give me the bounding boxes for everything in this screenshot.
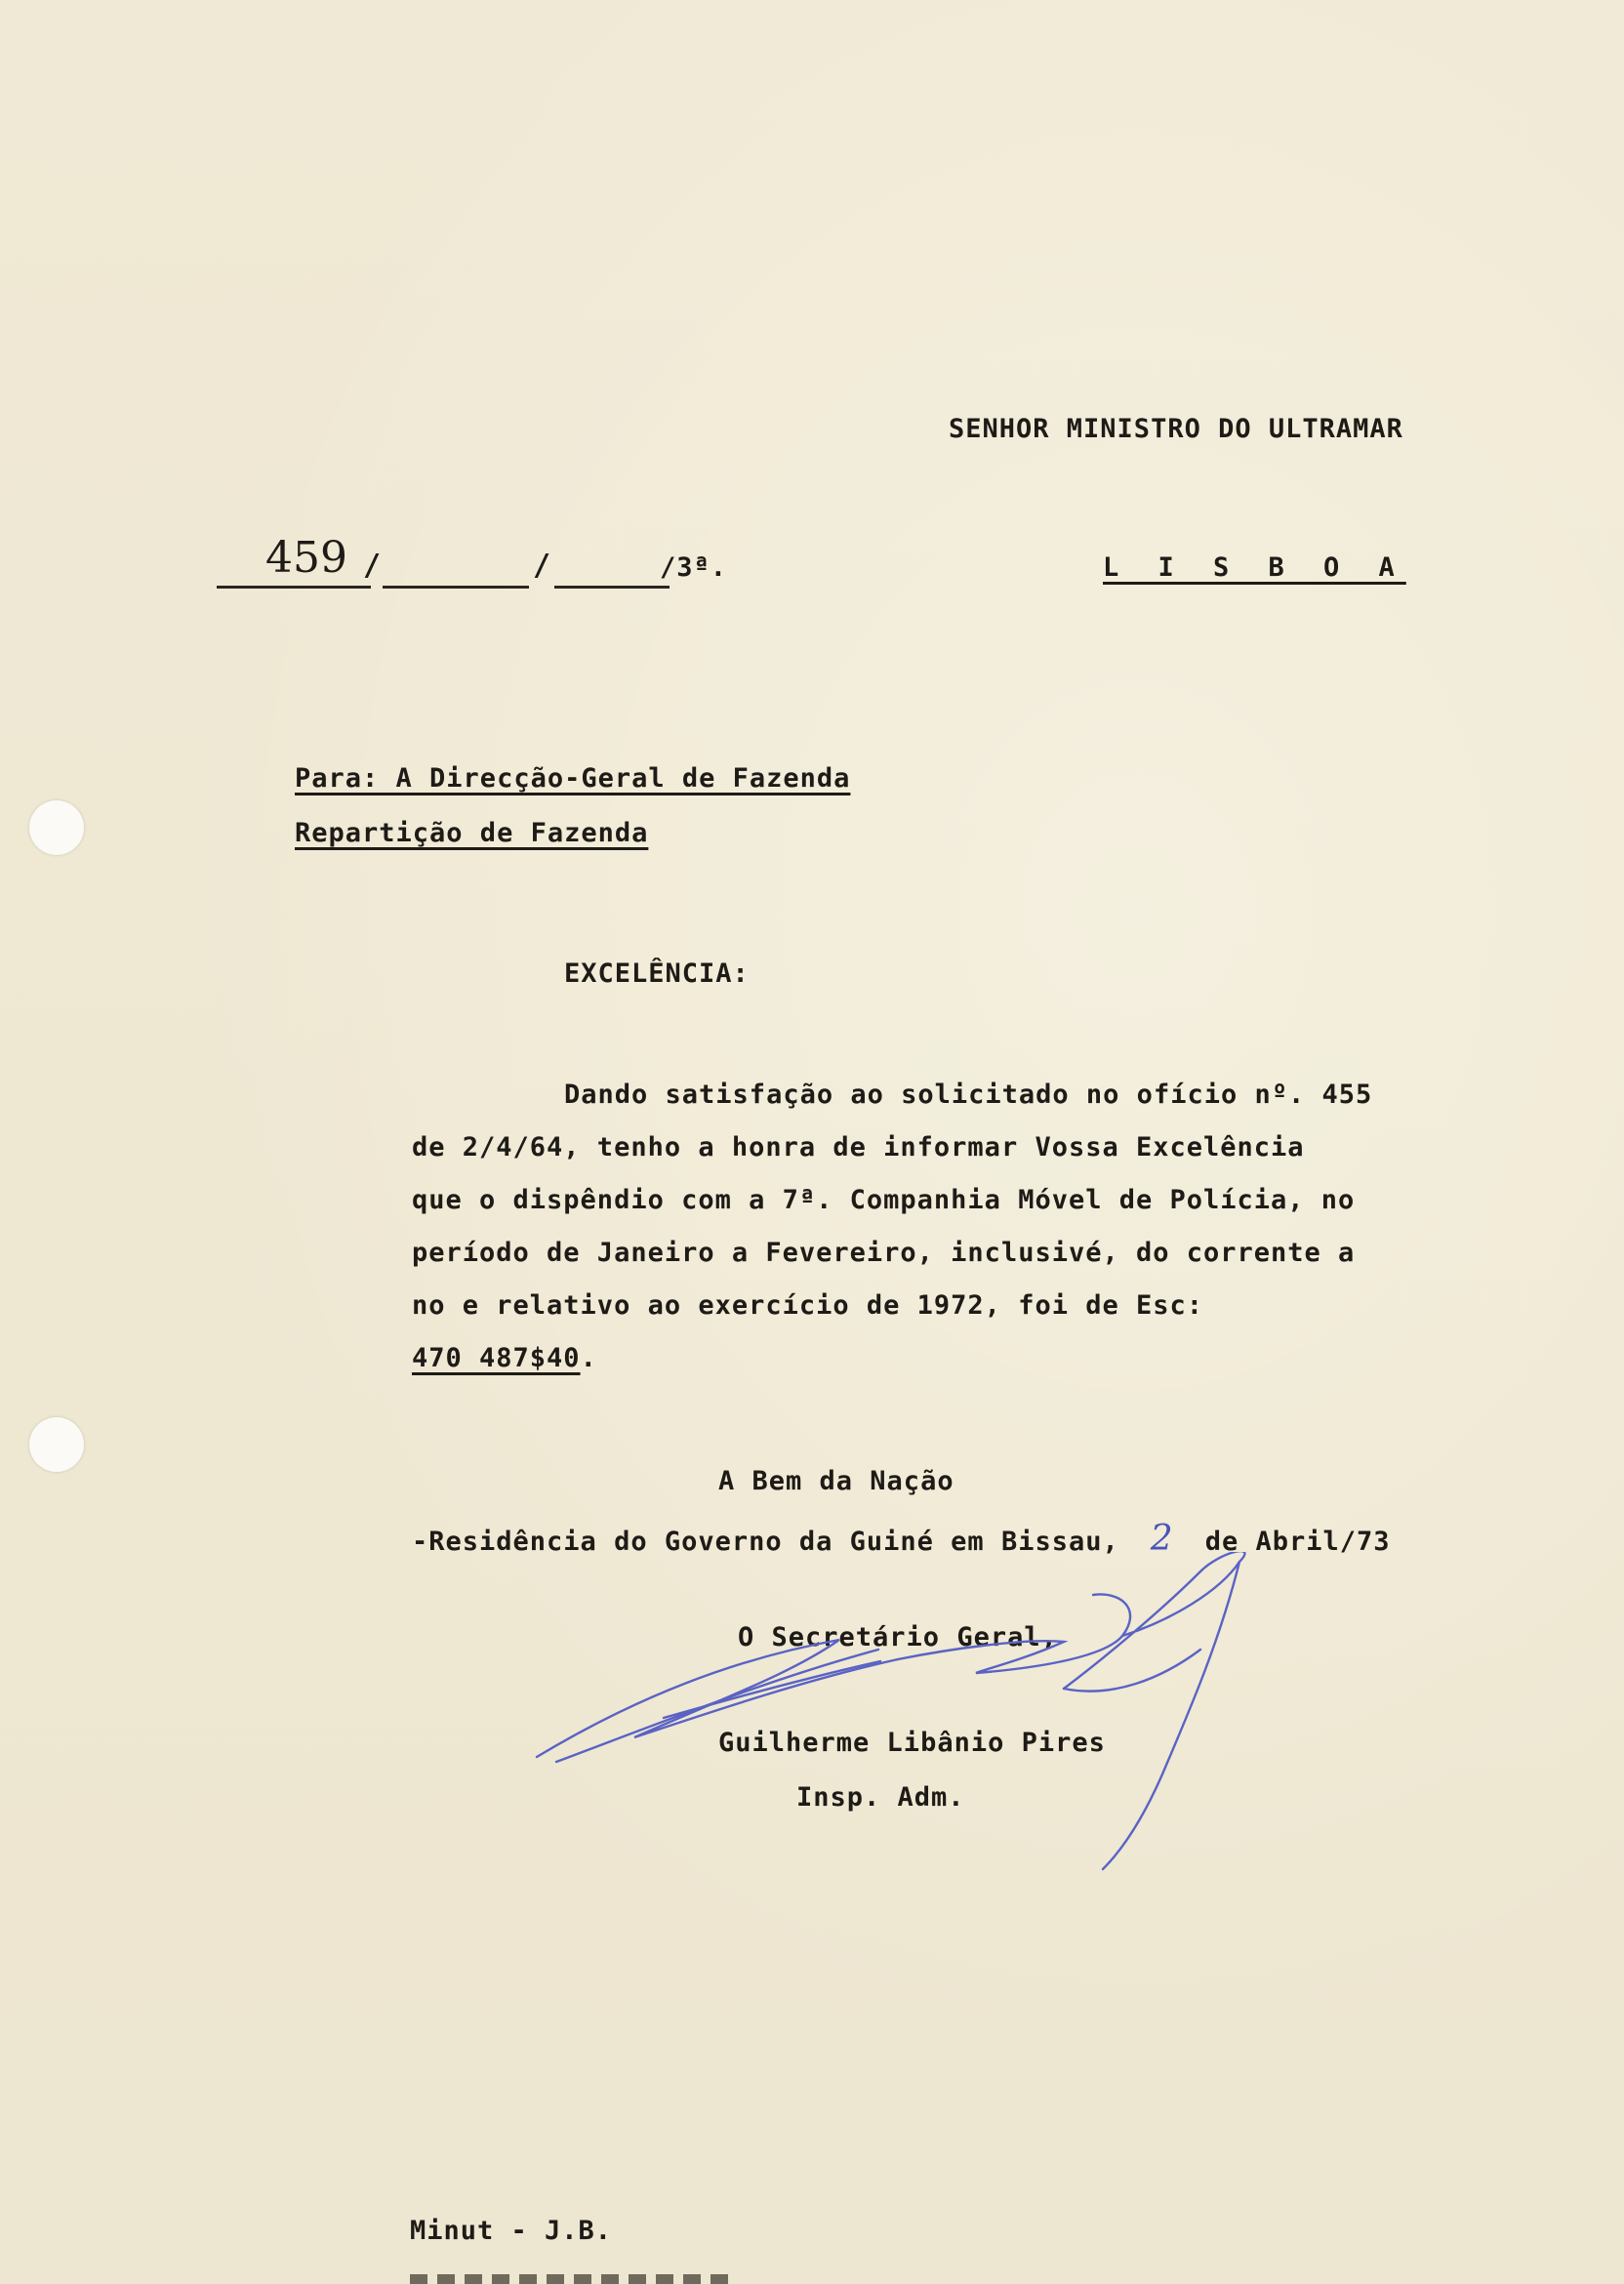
closing-place-prefix: -Residência do Governo da Guiné em Bissau, bbox=[412, 1527, 1119, 1557]
salutation: EXCELÊNCIA: bbox=[564, 958, 750, 989]
reference-number: 459 bbox=[265, 533, 347, 583]
reference-slash-1: / bbox=[363, 549, 383, 583]
amount-period: . bbox=[580, 1343, 597, 1373]
closing-date-suffix: de Abril/73 bbox=[1204, 1527, 1391, 1557]
amount-value: 470 487$40 bbox=[412, 1343, 581, 1373]
body-line-3: que o dispêndio com a 7ª. Companhia Móvel de Polícia, no bbox=[412, 1185, 1356, 1215]
reference-underline-1 bbox=[217, 586, 371, 589]
body-line-1: Dando satisfação ao solicitado no ofício nº. 455 bbox=[564, 1080, 1373, 1110]
punch-hole-bottom bbox=[29, 1417, 84, 1472]
body-line-2: de 2/4/64, tenho a honra de informar Vossa Excelência bbox=[412, 1132, 1305, 1162]
signatory-title: O Secretário Geral, bbox=[738, 1622, 1058, 1652]
city-heading: L I S B O A bbox=[1103, 552, 1406, 583]
reference-underline-3 bbox=[554, 586, 670, 589]
amount-line bbox=[412, 1343, 597, 1373]
punch-hole-top bbox=[29, 800, 84, 855]
handwritten-signature bbox=[517, 1552, 1259, 1874]
body-line-4: período de Janeiro a Fevereiro, inclusivé, do corrente a bbox=[412, 1238, 1356, 1268]
closing-day: 2 bbox=[1150, 1519, 1174, 1559]
signatory-role: Insp. Adm. bbox=[796, 1782, 965, 1813]
reference-underline-2 bbox=[383, 586, 529, 589]
cutoff-text-line bbox=[410, 2274, 732, 2284]
reference-suffix: /3ª. bbox=[660, 552, 728, 583]
closing-motto: A Bem da Nação bbox=[718, 1466, 954, 1496]
signatory-name: Guilherme Libânio Pires bbox=[718, 1728, 1106, 1758]
reference-slash-2: / bbox=[533, 549, 552, 583]
minute-note: Minut - J.B. bbox=[410, 2216, 613, 2246]
body-line-5: no e relativo ao exercício de 1972, foi de Esc: bbox=[412, 1290, 1204, 1321]
recipient-line-2: Repartição de Fazenda bbox=[295, 818, 649, 848]
addressee-heading: SENHOR MINISTRO DO ULTRAMAR bbox=[949, 414, 1403, 444]
recipient-line-1: Para: A Direcção-Geral de Fazenda bbox=[295, 763, 851, 794]
